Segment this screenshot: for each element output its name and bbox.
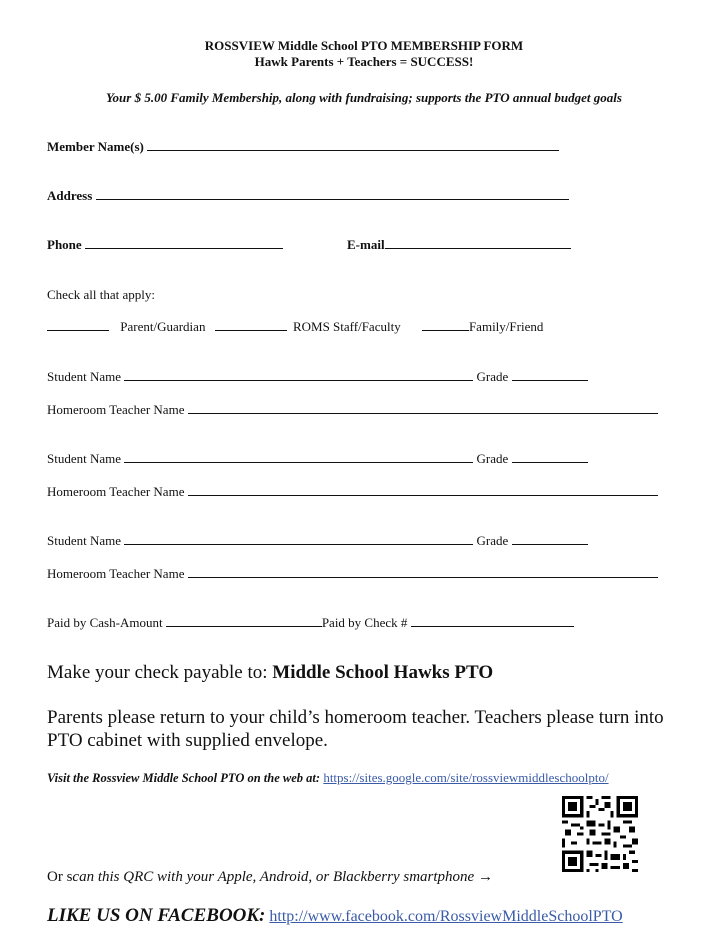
qr-prefix: Or s	[47, 869, 73, 885]
student-name-field[interactable]	[124, 450, 473, 463]
arrow-right-icon: →	[477, 869, 493, 885]
visit-url-link[interactable]: https://sites.google.com/site/rossviewmiddleschoolpto/	[323, 770, 609, 785]
phone-field[interactable]	[85, 236, 283, 249]
payment-row	[47, 614, 574, 631]
form-title: ROSSVIEW Middle School PTO MEMBERSHIP FORM	[204, 38, 524, 53]
options-row	[47, 318, 543, 335]
email-label: E-mail	[347, 237, 385, 252]
paid-check-label: Paid by Check #	[321, 615, 408, 630]
visit-line	[47, 770, 609, 786]
address-field[interactable]	[96, 187, 569, 200]
address-row	[47, 187, 569, 204]
grade-label: Grade	[476, 533, 509, 548]
form-tagline: Your $ 5.00 Family Membership, along with fundraising; supports the PTO annual budget goals	[106, 90, 622, 105]
family-friend-checkbox[interactable]	[422, 318, 469, 331]
member-name-row	[47, 138, 559, 155]
paid-cash-label: Paid by Cash-Amount	[47, 615, 163, 630]
email-field[interactable]	[385, 236, 571, 249]
homeroom-teacher-field[interactable]	[188, 483, 658, 496]
return-line-2: PTO cabinet with supplied envelope.	[47, 730, 328, 751]
email-row	[347, 236, 571, 253]
phone-label: Phone	[47, 237, 82, 252]
student-row-3	[47, 532, 588, 549]
grade-field[interactable]	[512, 450, 588, 463]
phone-row	[47, 236, 283, 253]
student-name-label: Student Name	[47, 533, 122, 548]
homeroom-row-1	[47, 401, 658, 418]
homeroom-teacher-label: Homeroom Teacher Name	[47, 402, 185, 417]
paid-check-field[interactable]	[411, 614, 574, 627]
student-name-label: Student Name	[47, 451, 122, 466]
student-row-2	[47, 450, 588, 467]
grade-field[interactable]	[512, 368, 588, 381]
visit-text: Visit the Rossview Middle School PTO on the web at:	[47, 771, 321, 785]
qr-scan-line	[47, 869, 493, 886]
member-name-label: Member Name(s)	[47, 139, 144, 154]
member-name-field[interactable]	[147, 138, 559, 151]
parent-guardian-checkbox[interactable]	[47, 318, 109, 331]
payable-name: Middle School Hawks PTO	[272, 662, 494, 683]
student-name-label: Student Name	[47, 369, 122, 384]
staff-faculty-checkbox[interactable]	[215, 318, 287, 331]
paid-cash-field[interactable]	[166, 614, 322, 627]
form-subtitle: Hawk Parents + Teachers = SUCCESS!	[254, 54, 474, 69]
address-label: Address	[47, 188, 93, 203]
qr-code	[562, 796, 638, 872]
grade-label: Grade	[476, 369, 509, 384]
homeroom-teacher-field[interactable]	[188, 401, 658, 414]
payable-prefix: Make your check payable to:	[47, 662, 268, 683]
homeroom-teacher-field[interactable]	[188, 565, 658, 578]
grade-label: Grade	[476, 451, 509, 466]
facebook-url-link[interactable]: http://www.facebook.com/RossviewMiddleSchoolPTO	[269, 908, 623, 925]
student-name-field[interactable]	[124, 532, 473, 545]
student-name-field[interactable]	[124, 368, 473, 381]
qr-text: can this QRC with your Apple, Android, or Blackberry smartphone	[72, 869, 475, 885]
grade-field[interactable]	[512, 532, 588, 545]
homeroom-teacher-label: Homeroom Teacher Name	[47, 484, 185, 499]
option-staff-faculty: ROMS Staff/Faculty	[292, 319, 401, 334]
option-family-friend: Family/Friend	[468, 319, 544, 334]
homeroom-row-3	[47, 565, 658, 582]
student-row-1	[47, 368, 588, 385]
qr-code-graphic	[562, 796, 638, 872]
facebook-line	[47, 905, 623, 927]
payable-line	[47, 662, 493, 684]
check-all-label: Check all that apply:	[47, 287, 155, 302]
return-line-1: Parents please return to your child’s homeroom teacher. Teachers please turn into	[47, 707, 664, 728]
facebook-label: LIKE US ON FACEBOOK:	[47, 905, 266, 926]
option-parent-guardian: Parent/Guardian	[120, 319, 206, 334]
homeroom-teacher-label: Homeroom Teacher Name	[47, 566, 185, 581]
homeroom-row-2	[47, 483, 658, 500]
